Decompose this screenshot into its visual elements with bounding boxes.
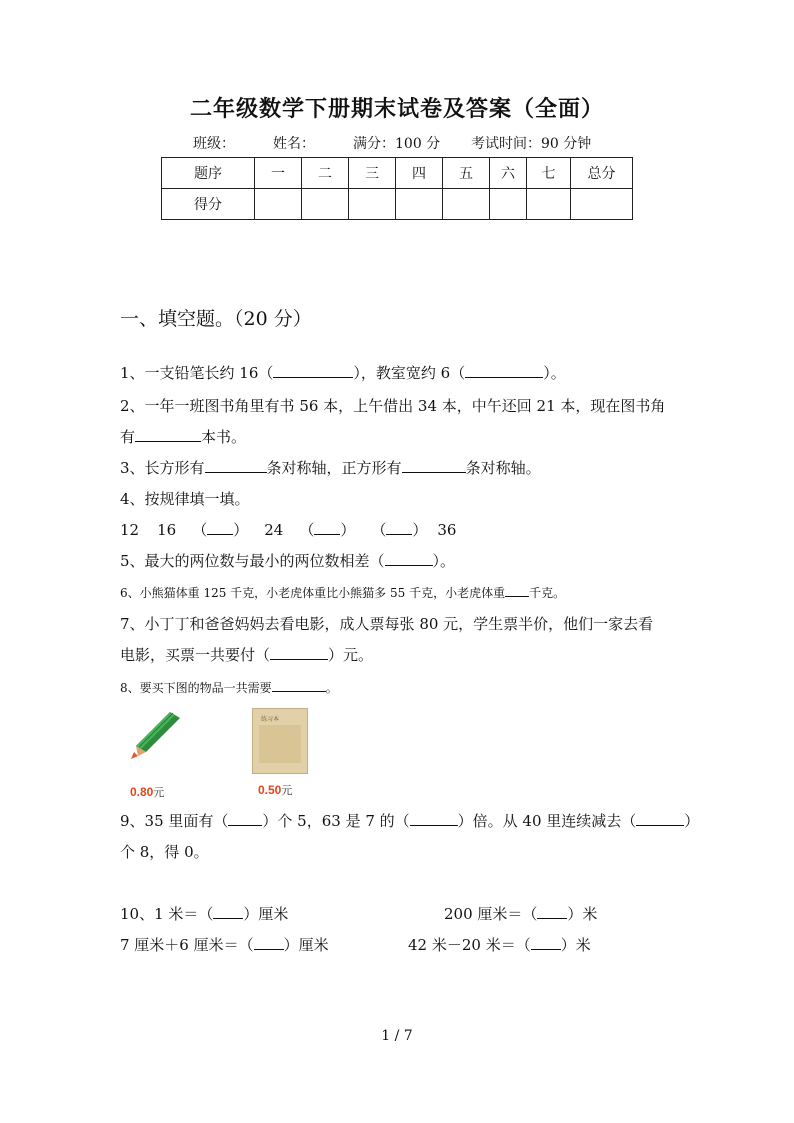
name-label: 姓名： <box>273 136 315 152</box>
table-cell: 一 <box>255 158 302 189</box>
answer-blank[interactable] <box>636 811 684 826</box>
table-cell: 六 <box>490 158 527 189</box>
pencil-icon <box>126 706 186 766</box>
notebook-label: 练习本 <box>261 716 280 723</box>
answer-blank[interactable] <box>272 680 326 692</box>
answer-blank[interactable] <box>228 811 262 826</box>
question-7-line1: 7、小丁丁和爸爸妈妈去看电影，成人票每张 80 元，学生票半价，他们一家去看 <box>120 615 654 633</box>
answer-blank[interactable] <box>505 585 529 597</box>
notebook-cover-panel <box>259 725 301 763</box>
question-8: 8、要买下图的物品一共需要 。 <box>120 681 338 695</box>
page-number: 1 / 7 <box>381 1028 413 1044</box>
answer-blank[interactable] <box>270 645 328 660</box>
answer-blank[interactable] <box>213 904 243 919</box>
score-cell[interactable] <box>527 189 571 220</box>
answer-blank[interactable] <box>402 458 466 473</box>
table-cell: 四 <box>396 158 443 189</box>
question-6: 6、小熊猫体重 125 千克，小老虎体重比小熊猫多 55 千克，小老虎体重 千克。 <box>120 586 566 600</box>
answer-blank[interactable] <box>385 551 433 566</box>
table-cell: 七 <box>527 158 571 189</box>
table-cell: 三 <box>349 158 396 189</box>
answer-blank[interactable] <box>207 520 233 535</box>
answer-blank[interactable] <box>205 458 267 473</box>
score-cell[interactable] <box>571 189 633 220</box>
question-1: 1、一支铅笔长约 16（ ），教室宽约 6（ ）。 <box>120 364 566 382</box>
class-label: 班级： <box>193 136 235 152</box>
question-2-line2: 有 本书。 <box>120 428 247 446</box>
score-table <box>161 157 633 220</box>
answer-blank[interactable] <box>531 935 561 950</box>
question-4: 4、按规律填一填。 <box>120 490 250 508</box>
answer-blank[interactable] <box>314 520 340 535</box>
question-9-line1: 9、35 里面有（ ）个 5，63 是 7 的（ ）倍。从 40 里连续减去（ ） <box>120 812 700 830</box>
exam-time: 考试时间：90 分钟 <box>471 136 592 152</box>
question-2-line1: 2、一年一班图书角里有书 56 本，上午借出 34 本，中午还回 21 本，现在图书角 <box>120 397 666 415</box>
table-cell: 五 <box>443 158 490 189</box>
table-cell: 题序 <box>162 158 255 189</box>
question-10-b: 200 厘米＝（ ）米 <box>444 905 598 923</box>
answer-blank[interactable] <box>135 427 201 442</box>
table-cell: 二 <box>302 158 349 189</box>
score-table-header-row <box>162 158 633 189</box>
question-10-c: 7 厘米＋6 厘米＝（ ）厘米 <box>120 936 329 954</box>
full-score: 满分：100 分 <box>353 136 441 152</box>
question-10-d: 42 米－20 米＝（ ）米 <box>408 936 591 954</box>
question-5: 5、最大的两位数与最小的两位数相差（ ）。 <box>120 552 456 570</box>
table-cell: 得分 <box>162 189 255 220</box>
score-cell[interactable] <box>490 189 527 220</box>
question-9-line2: 个 8，得 0。 <box>120 843 209 861</box>
pencil-price: 0.80元 <box>130 785 165 799</box>
answer-blank[interactable] <box>386 520 412 535</box>
answer-blank[interactable] <box>537 904 567 919</box>
score-cell[interactable] <box>255 189 302 220</box>
answer-blank[interactable] <box>410 811 458 826</box>
pencil-image <box>126 706 186 766</box>
score-cell[interactable] <box>443 189 490 220</box>
question-10-a: 10、1 米＝（ ）厘米 <box>120 905 289 923</box>
question-4-sequence: 12 16 （ ） 24 （ ） （ ） 36 <box>120 521 457 539</box>
notebook-price: 0.50元 <box>258 783 293 797</box>
notebook-image <box>252 708 308 774</box>
answer-blank[interactable] <box>254 935 284 950</box>
table-cell: 总分 <box>571 158 633 189</box>
answer-blank[interactable] <box>273 363 353 378</box>
page-title: 二年级数学下册期末试卷及答案（全面） <box>189 96 604 122</box>
question-3: 3、长方形有 条对称轴，正方形有 条对称轴。 <box>120 459 541 477</box>
answer-blank[interactable] <box>465 363 543 378</box>
score-table-score-row <box>162 189 633 220</box>
question-7-line2: 电影，买票一共要付（ ）元。 <box>120 646 374 664</box>
section-heading: 一、填空题。（20 分） <box>120 308 312 330</box>
score-cell[interactable] <box>302 189 349 220</box>
score-cell[interactable] <box>396 189 443 220</box>
score-cell[interactable] <box>349 189 396 220</box>
